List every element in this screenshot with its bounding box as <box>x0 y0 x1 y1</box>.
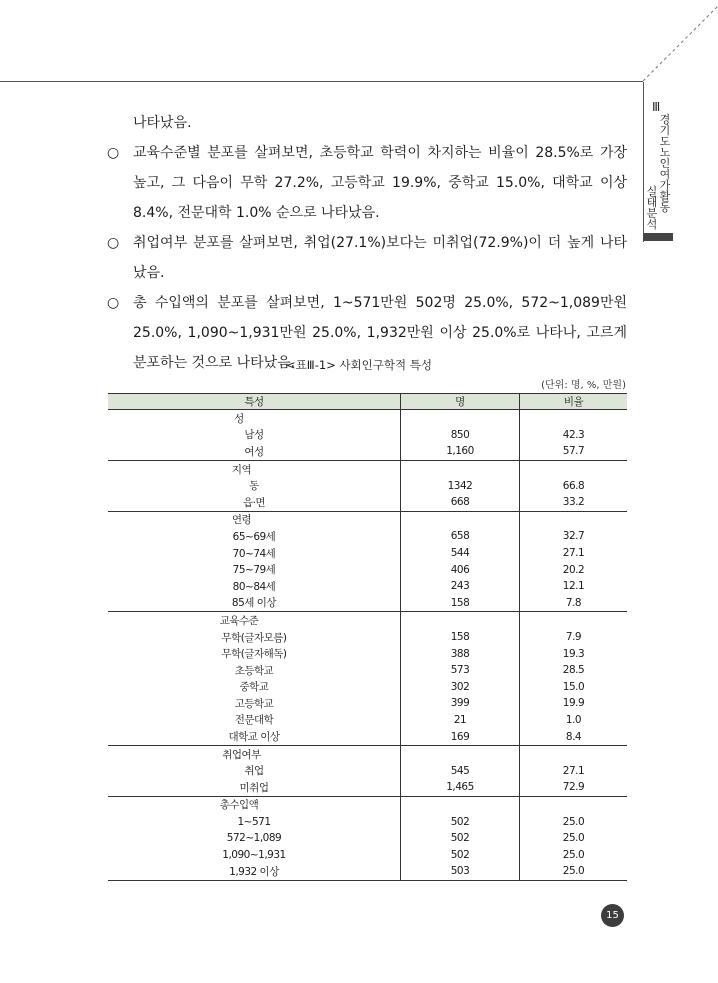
cell-ratio: 20.2 <box>562 563 585 576</box>
empty-cell <box>520 612 628 629</box>
cell-ratio: 66.8 <box>562 479 585 492</box>
empty-cell <box>520 460 628 477</box>
cell-category: 75~79세 <box>232 564 276 577</box>
table-row <box>108 528 627 545</box>
cell-ratio: 28.5 <box>562 664 585 677</box>
cell-count: 1342 <box>401 477 520 494</box>
cell-category: 남성 <box>244 429 264 442</box>
cell-ratio: 8.4 <box>520 728 628 745</box>
table-title: <표Ⅲ-1> 사회인구학적 특성 <box>286 358 432 372</box>
group-label: 성 <box>234 412 244 425</box>
cell-count: 502 <box>401 813 520 830</box>
cell-count: 399 <box>401 695 520 712</box>
table-row <box>108 443 627 460</box>
table-group-row <box>108 796 627 813</box>
table-group-row <box>108 511 627 528</box>
table-row <box>108 494 627 511</box>
cell-count: 1,160 <box>401 443 520 460</box>
header-ratio: 비율 <box>520 394 628 410</box>
group-label: 취업여부 <box>222 748 261 761</box>
cell-category: 85세 이상 <box>108 595 401 612</box>
cell-count: 658 <box>401 528 520 545</box>
page-number: 15 <box>601 904 624 927</box>
cell-count: 502 <box>401 846 520 863</box>
group-label: 연령 <box>231 514 252 527</box>
cell-ratio: 15.0 <box>562 680 585 693</box>
cell-count: 406 <box>401 561 520 578</box>
cell-category: 70~74세 <box>232 547 276 560</box>
cell-count: 503 <box>401 863 520 880</box>
chapter-side-tab <box>644 100 674 240</box>
cell-category: 여성 <box>108 443 401 460</box>
table-group-row <box>108 410 627 427</box>
table-row <box>108 545 627 562</box>
cell-category: 미취업 <box>108 779 401 796</box>
empty-cell <box>520 410 628 427</box>
cell-category: 고등학교 <box>234 697 274 710</box>
bullet-text: 총 수입액의 분포를 살펴보면, 1~571만원 502명 25.0%, 572~1,089만원 25.0%, 1,090~1,931만원 25.0%, 1,932만원 이상 25.0%로 나타나, 고르게 분포하는 것으로 나타났음. <box>133 295 627 371</box>
cell-ratio: 19.9 <box>562 697 585 710</box>
cell-ratio: 25.0 <box>520 863 628 880</box>
header-characteristic: 특성 <box>108 394 401 410</box>
header-count: 명 <box>401 394 520 410</box>
cell-ratio: 42.3 <box>562 428 585 441</box>
table-row <box>108 695 627 712</box>
cell-count: 850 <box>401 427 520 444</box>
bullet-text: 취업여부 분포를 살펴보면, 취업(27.1%)보다는 미취업(72.9%)이 더 높게 나타났음. <box>133 235 627 281</box>
empty-cell <box>520 796 628 813</box>
bullet-icon: ○ <box>107 235 120 251</box>
cell-category: 무학(글자모름) <box>221 631 287 644</box>
table-row <box>108 779 627 796</box>
table-row <box>108 712 627 729</box>
cell-ratio: 25.0 <box>562 815 585 828</box>
bullet-text: 교육수준별 분포를 살펴보면, 초등학교 학력이 차지하는 비율이 28.5%로 가장 높고, 그 다음이 무학 27.2%, 고등학교 19.9%, 중학교 15.0%, 대학교 이상 8.4%, 전문대학 1.0% 순으로 나타났음. <box>133 145 627 221</box>
cell-category: 1~571 <box>237 815 271 828</box>
cell-ratio: 33.2 <box>520 494 628 511</box>
empty-cell <box>520 745 628 762</box>
cell-ratio: 32.7 <box>562 530 585 543</box>
cell-count: 544 <box>401 545 520 562</box>
cell-ratio: 7.9 <box>565 631 582 644</box>
cell-category: 읍·면 <box>108 494 401 511</box>
cell-ratio: 25.0 <box>562 832 585 845</box>
empty-cell <box>401 745 520 762</box>
table-row <box>108 427 627 444</box>
cell-ratio: 25.0 <box>562 848 585 861</box>
table-row <box>108 578 627 595</box>
cell-count: 668 <box>401 494 520 511</box>
cell-category: 1,090~1,931 <box>222 848 286 861</box>
empty-cell <box>401 410 520 427</box>
cell-ratio: 27.1 <box>562 547 585 560</box>
chapter-number: Ⅲ <box>652 100 661 114</box>
paragraph-continuation: 나타났음. <box>133 115 192 131</box>
cell-count: 158 <box>401 629 520 646</box>
cell-ratio: 57.7 <box>520 443 628 460</box>
group-label: 교육수준 <box>219 614 259 627</box>
cell-ratio: 19.3 <box>562 647 585 660</box>
table-row <box>108 645 627 662</box>
empty-cell <box>401 460 520 477</box>
cell-count: 243 <box>401 578 520 595</box>
bullet-paragraph <box>107 138 627 228</box>
table-row <box>108 813 627 830</box>
page-corner-decoration <box>0 0 718 100</box>
table-group-row <box>108 745 627 762</box>
cell-category: 동 <box>249 480 259 493</box>
group-label: 지역 <box>231 463 252 476</box>
chapter-marker-block <box>643 233 673 241</box>
bullet-paragraph <box>107 228 627 288</box>
cell-category: 취업 <box>244 765 264 778</box>
cell-count: 1,465 <box>401 779 520 796</box>
chapter-title-line2: 실태분석 <box>646 185 658 231</box>
cell-count: 302 <box>401 679 520 696</box>
cell-count: 502 <box>401 830 520 847</box>
table-row <box>108 629 627 646</box>
group-label: 총수입액 <box>219 799 259 812</box>
table-row <box>108 762 627 779</box>
empty-cell <box>401 511 520 528</box>
cell-count: 21 <box>401 712 520 729</box>
cell-count: 573 <box>401 662 520 679</box>
cell-category: 무학(글자해독) <box>221 648 287 661</box>
cell-category: 초등학교 <box>234 664 274 677</box>
cell-category: 1,932 이상 <box>108 863 401 880</box>
cell-category: 80~84세 <box>232 580 276 593</box>
cell-ratio: 72.9 <box>520 779 628 796</box>
cell-ratio: 12.1 <box>562 580 585 593</box>
table-row <box>108 863 627 880</box>
table-header-row <box>108 394 627 410</box>
table-row <box>108 477 627 494</box>
table-unit: (단위: 명, %, 만원) <box>541 380 626 391</box>
cell-category: 572~1,089 <box>226 832 282 845</box>
table-row <box>108 561 627 578</box>
cell-category: 대학교 이상 <box>108 728 401 745</box>
table-group-row <box>108 460 627 477</box>
cell-ratio: 7.8 <box>520 595 628 612</box>
cell-count: 169 <box>401 728 520 745</box>
bullet-icon: ○ <box>107 145 120 161</box>
table-group-row <box>108 612 627 629</box>
table-row <box>108 846 627 863</box>
cell-count: 545 <box>401 762 520 779</box>
table-row <box>108 679 627 696</box>
empty-cell <box>520 511 628 528</box>
cell-ratio: 1.0 <box>565 713 582 726</box>
table-row <box>108 662 627 679</box>
empty-cell <box>401 612 520 629</box>
demographics-table <box>108 393 627 881</box>
bullet-icon: ○ <box>107 295 120 311</box>
cell-ratio: 27.1 <box>562 764 585 777</box>
cell-count: 158 <box>401 595 520 612</box>
cell-category: 65~69세 <box>232 530 276 543</box>
chapter-title-line1: 경기도 노인여가활동 <box>659 113 671 214</box>
table-row <box>108 728 627 745</box>
header-rule <box>0 81 643 82</box>
table-row <box>108 595 627 612</box>
empty-cell <box>401 796 520 813</box>
table-row <box>108 830 627 847</box>
cell-category: 중학교 <box>239 681 269 694</box>
table-body <box>108 410 627 881</box>
cell-count: 388 <box>401 645 520 662</box>
body-text <box>107 108 627 378</box>
cell-category: 전문대학 <box>234 714 274 727</box>
